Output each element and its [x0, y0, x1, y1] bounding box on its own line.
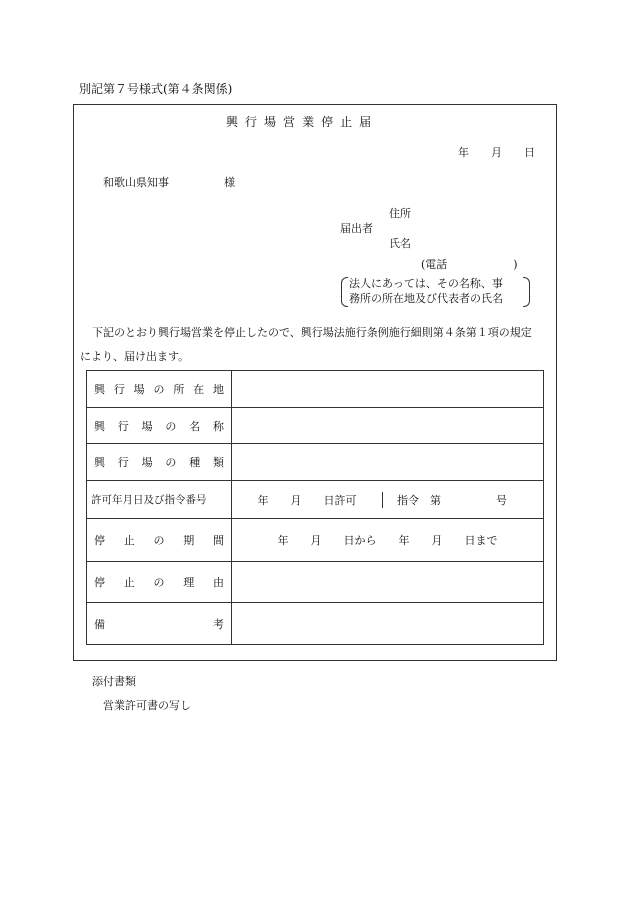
input-name[interactable]: [232, 408, 544, 444]
phone-field: (電話 ): [421, 258, 518, 271]
order-number[interactable]: 指令 第 号: [397, 493, 507, 507]
label-char: 所: [173, 383, 185, 396]
body-text-line2: により、届け出ます。: [80, 350, 190, 363]
label-reason: [87, 562, 232, 603]
title-char: 届: [359, 115, 379, 129]
attachment-item: 営業許可書の写し: [103, 699, 191, 712]
label-type: [87, 444, 232, 481]
label-char: 在: [193, 383, 205, 396]
attachments-heading: 添付書類: [92, 675, 136, 688]
permit-date[interactable]: 年 月 日許可: [232, 492, 383, 508]
table-row: [87, 519, 544, 562]
details-table: [86, 370, 544, 645]
label-char: 興: [94, 456, 105, 469]
label-char: 類: [212, 456, 224, 469]
form-number: 別記第７号様式(第４条関係): [79, 82, 233, 96]
label-char: の: [165, 419, 177, 433]
label-char: 理: [183, 576, 195, 589]
input-type[interactable]: [232, 444, 544, 481]
period-field[interactable]: 年 月 日から 年 月 日まで: [232, 519, 544, 562]
label-char: 止: [123, 534, 135, 547]
permit-cell: [232, 481, 544, 519]
title-char: 停: [321, 115, 341, 129]
notifier-label: 届出者: [340, 222, 373, 235]
label-location: [87, 371, 232, 408]
body-text-line1: 下記のとおり興行場営業を停止したので、興行場法施行条例施行細則第４条第１項の規定: [92, 326, 532, 339]
label-char: 場: [141, 419, 153, 433]
label-char: 停: [94, 576, 105, 589]
label-permit: 許可年月日及び指令番号: [87, 481, 232, 519]
label-char: 行: [117, 456, 129, 469]
label-char: 興: [94, 383, 105, 396]
table-row: [87, 562, 544, 603]
table-row: [87, 444, 544, 481]
table-row: [87, 408, 544, 444]
label-char: 備: [94, 617, 105, 631]
addressee: 和歌山県知事 様: [103, 176, 235, 189]
corp-note-line: 法人にあっては、その名称、事: [349, 277, 503, 290]
address-label: 住所: [389, 207, 411, 220]
label-char: 止: [123, 576, 135, 589]
input-location[interactable]: [232, 371, 544, 408]
input-remarks[interactable]: [232, 603, 544, 645]
corp-note: [349, 276, 503, 306]
label-char: 間: [213, 534, 224, 547]
title-char: 業: [302, 115, 322, 129]
input-reason[interactable]: [232, 562, 544, 603]
corp-note-line: 務所の所在地及び代表者の氏名: [349, 292, 503, 305]
bracket-right: [523, 277, 530, 307]
label-char: の: [153, 576, 165, 589]
bracket-left: [341, 277, 348, 307]
title-char: 営: [283, 115, 303, 129]
title-char: 興: [226, 115, 246, 129]
title-char: 場: [264, 115, 284, 129]
title-char: 行: [245, 115, 265, 129]
name-label: 氏名: [389, 237, 411, 250]
label-char: 行: [117, 419, 129, 433]
label-char: 種: [189, 456, 201, 469]
label-char: 興: [94, 419, 105, 433]
label-char: 地: [212, 383, 224, 396]
label-char: 場: [141, 456, 153, 469]
label-char: 考: [213, 617, 224, 631]
label-char: 行: [113, 383, 125, 396]
label-char: 場: [133, 383, 145, 396]
form-title: [226, 113, 378, 130]
label-char: 名: [189, 419, 201, 433]
table-row: [87, 371, 544, 408]
title-char: 止: [340, 115, 360, 129]
label-char: の: [165, 456, 177, 469]
label-name: [87, 408, 232, 444]
label-char: 由: [213, 576, 224, 589]
label-char: 期: [183, 534, 195, 547]
label-char: の: [153, 534, 165, 547]
label-char: 停: [94, 534, 105, 547]
label-char: の: [153, 383, 165, 396]
table-row: [87, 481, 544, 519]
label-remarks: [87, 603, 232, 645]
label-period: [87, 519, 232, 562]
label-char: 称: [212, 419, 224, 433]
table-row: [87, 603, 544, 645]
date-line: 年 月 日: [458, 146, 535, 159]
